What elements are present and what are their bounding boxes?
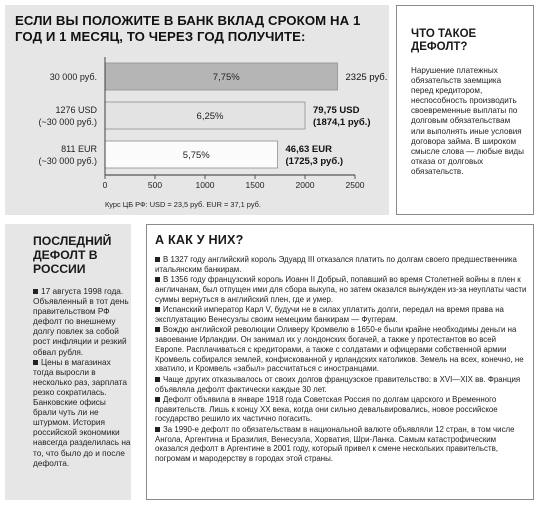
history-item: Вождю английской революции Оливеру Кромвелю в 1650-е были крайне необходимы деньги на завоевание Ирландии. Он занимал их у лондонских богачей, а также у протестантов во всей Европе. Расплачиваться с кредиторами, а также с солдатами и офицерами собственной армии Кромвель собирался землей, конфискованной у ирландских католиков. Земель на всех, конечно, не хватило, и Кромвель «забыл» рассчитаться с иностранцами. — [155, 325, 524, 374]
history-title: А КАК У НИХ? — [155, 233, 244, 247]
bullet-square-icon — [155, 377, 160, 382]
last-default-section — [5, 224, 131, 500]
exchange-rate-note: Курс ЦБ РФ: USD = 23,5 руб. EUR = 37,1 руб. — [105, 200, 261, 209]
history-item: За 1990-е дефолт по обязательствам в национальной валюте объявляли 12 стран, в том числе Ангола, Аргентина и Бразилия, Венесуэла, Хорватия, Шри-Ланка. Самым катастрофическим оказался дефолт в Аргентине в 2001 году, который привел к смене нескольких правительств, погромам и мародерству в городах этой страны. — [155, 424, 515, 464]
last-default-text — [33, 286, 131, 468]
value-label: 2325 руб. — [345, 72, 388, 83]
value-label: 79,75 USD — [313, 105, 360, 116]
bullet-square-icon — [155, 327, 160, 332]
history-item: В 1356 году французский король Иоанн II Добрый, попавший во время Столетней войны в плен к англичанам, был отпущен ими для сбора выкупа, но затем оказался вынужден из-за неуплаты части суммы вернуться в английский плен, где и умер. — [155, 275, 527, 304]
bullet-square-icon — [155, 277, 160, 282]
bar-label: 5,75% — [182, 150, 210, 161]
category-label: (~30 000 руб.) — [38, 117, 97, 127]
x-tick-label: 0 — [102, 180, 108, 190]
default-definition-title: ЧТО ТАКОЕ ДЕФОЛТ? — [411, 28, 477, 53]
chart-title: ЕСЛИ ВЫ ПОЛОЖИТЕ В БАНК ВКЛАД СРОКОМ НА 1 ГОД И 1 МЕСЯЦ, ТО ЧЕРЕЗ ГОД ПОЛУЧИТЕ: — [15, 13, 361, 44]
category-label: 811 EUR — [61, 144, 97, 154]
x-tick-label: 500 — [147, 180, 163, 190]
history-item: Чаще других отказывалось от своих долгов французское правительство: в XVI—XIX вв. Франция объявляла дефолт фактически каждые 30 лет. — [155, 374, 521, 394]
history-list — [155, 255, 527, 464]
chart-panel — [5, 5, 389, 215]
history-item: В 1327 году английский король Эдуард III отказался платить по долгам своего предшественника итальянским банкирам. — [155, 255, 517, 274]
default-definition-text: Нарушение платежных обязательств заемщика перед кредитором, неспособность производить своевременные выплаты по долговым обязательствам или выполнять иные условия договора займа. В широком смысле слова — любые виды отказа от долговых обязательств. — [411, 66, 524, 176]
bullet-square-icon — [155, 427, 160, 432]
last-default-paragraph: 17 августа 1998 года. Объявленный в тот день правительством РФ дефолт по внешнему долгу повлек за собой рост инфляции и резкий обвал рубля. — [33, 286, 129, 357]
value-label: 46,63 EUR — [285, 144, 333, 155]
last-default-title: ПОСЛЕДНИЙ ДЕФОЛТ В РОССИИ — [33, 234, 112, 276]
category-label: (~30 000 руб.) — [38, 156, 97, 166]
last-default-paragraph: Цены в магазинах тогда выросли в несколько раз, зарплата резко сократилась. Банковские офисы брали чуть ли не штурмом. История российской экономики навсегда разделилась на то, что было до и после дефолта. — [33, 356, 131, 468]
bar-label: 7,75% — [212, 72, 240, 83]
history-item: Испанский император Карл V, будучи не в силах уплатить долги, передал на время права на эксплуатацию Венесуэлы своим немецким банкирам — Фуггерам. — [155, 305, 504, 324]
bullet-square-icon — [155, 257, 160, 262]
category-label: 1276 USD — [55, 105, 97, 115]
bullet-square-icon — [33, 289, 38, 294]
default-definition-box — [396, 5, 534, 215]
deposit-bar-chart — [5, 5, 389, 215]
bullet-square-icon — [33, 360, 38, 365]
bullet-square-icon — [155, 307, 160, 312]
x-tick-label: 2500 — [345, 180, 365, 190]
category-label: 30 000 руб. — [49, 72, 97, 82]
value-label: (1725,3 руб.) — [285, 156, 344, 167]
value-label: (1874,1 руб.) — [313, 117, 371, 128]
history-section — [146, 224, 534, 500]
bar-label: 6,25% — [196, 111, 224, 122]
x-tick-label: 1500 — [245, 180, 265, 190]
history-item: Дефолт объявила в январе 1918 года Советская Россия по долгам царского и Временного правительств. Лишь к концу XX века, когда они сильно девальвировались, новое российское государство решило их частично погасить. — [155, 394, 498, 424]
x-tick-label: 2000 — [295, 180, 315, 190]
x-tick-label: 1000 — [195, 180, 215, 190]
bullet-square-icon — [155, 397, 160, 402]
